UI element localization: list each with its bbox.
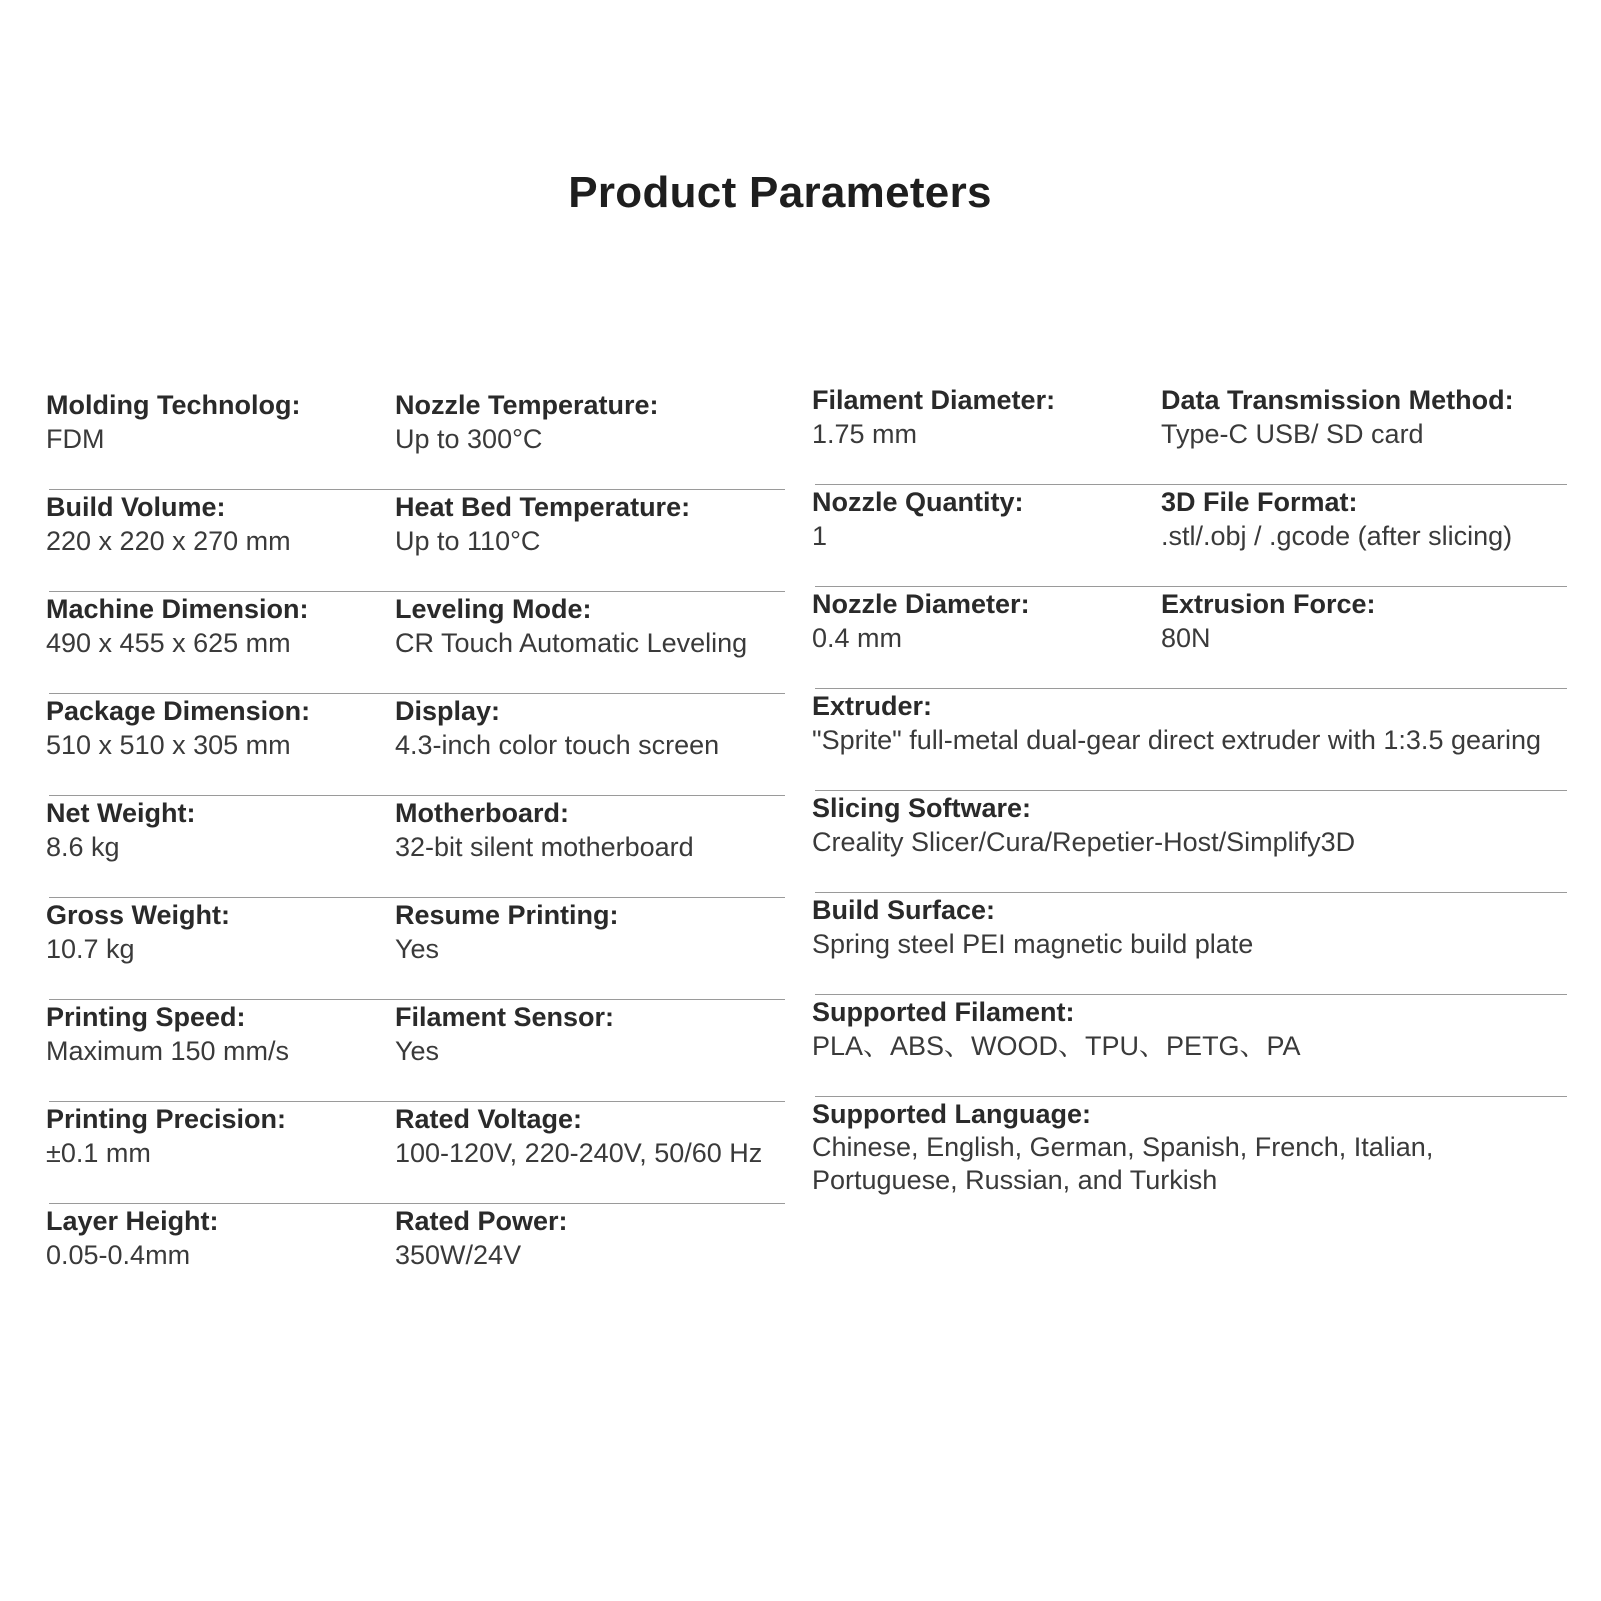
spec-value: .stl/.obj / .gcode (after slicing) [1161,521,1513,551]
spec-label: Build Volume: [46,492,226,522]
spec-label: Machine Dimension: [46,594,309,624]
spec-cell [812,485,1024,553]
spec-value: 350W/24V [395,1240,522,1270]
spec-cell [812,995,1301,1063]
spec-value: Creality Slicer/Cura/Repetier-Host/Simplify3D [812,827,1356,857]
spec-value: 4.3-inch color touch screen [395,730,720,760]
spec-cell [812,383,1055,451]
spec-label: Layer Height: [46,1206,219,1236]
spec-value: Up to 110°C [395,526,541,556]
spec-row [812,791,1567,893]
spec-label: Net Weight: [46,798,196,828]
spec-cell [46,1102,286,1170]
spec-value: 10.7 kg [46,934,135,964]
spec-cell [46,796,196,864]
spec-label: Leveling Mode: [395,594,592,624]
spec-value: 510 x 510 x 305 mm [46,730,291,760]
spec-cell [395,592,785,660]
spec-cell [395,694,785,762]
spec-cell [395,1204,785,1272]
spec-value: PLA、ABS、WOOD、TPU、PETG、PA [812,1031,1301,1061]
spec-label: Slicing Software: [812,793,1032,823]
spec-label: Data Transmission Method: [1161,385,1514,415]
spec-value: 1 [812,521,828,551]
spec-value: 1.75 mm [812,419,918,449]
spec-row [46,592,785,694]
spec-value: 80N [1161,623,1211,653]
spec-row [46,796,785,898]
spec-row [812,383,1567,485]
spec-row [46,490,785,592]
spec-cell [395,1000,785,1068]
spec-value: FDM [46,424,105,454]
spec-row [46,1102,785,1204]
spec-label: Supported Filament: [812,997,1075,1027]
spec-value: 490 x 455 x 625 mm [46,628,291,658]
spec-value: Chinese, English, German, Spanish, French, Italian, Portuguese, Russian, and Turkish [812,1132,1434,1195]
spec-row [812,1097,1567,1199]
spec-row [46,898,785,1000]
spec-value: Type-C USB/ SD card [1161,419,1424,449]
spec-value: 0.05-0.4mm [46,1240,191,1270]
right-spec-table [812,383,1567,1199]
spec-value: 8.6 kg [46,832,120,862]
spec-cell [1161,485,1512,553]
spec-cell [46,694,310,762]
spec-label: Molding Technolog: [46,390,301,420]
spec-cell [46,1204,219,1272]
spec-value: Maximum 150 mm/s [46,1036,290,1066]
page-title: Product Parameters [568,168,992,217]
spec-label: Heat Bed Temperature: [395,492,691,522]
spec-row [812,893,1567,995]
spec-label: Nozzle Temperature: [395,390,659,420]
spec-label: Nozzle Diameter: [812,589,1030,619]
spec-row [812,587,1567,689]
spec-value: 0.4 mm [812,623,903,653]
spec-cell [46,490,291,558]
spec-value: CR Touch Automatic Leveling [395,628,748,658]
spec-label: Printing Speed: [46,1002,246,1032]
spec-cell [1161,587,1376,655]
spec-value: ±0.1 mm [46,1138,151,1168]
spec-label: Rated Voltage: [395,1104,583,1134]
spec-label: Filament Diameter: [812,385,1056,415]
spec-label: Motherboard: [395,798,569,828]
spec-cell [46,1000,289,1068]
spec-row [812,689,1567,791]
spec-cell [395,898,785,966]
spec-label: Extruder: [812,691,933,721]
spec-label: Resume Printing: [395,900,619,930]
spec-cell [1161,383,1514,451]
spec-row [812,995,1567,1097]
spec-cell [46,388,300,456]
spec-label: Package Dimension: [46,696,311,726]
spec-label: Printing Precision: [46,1104,287,1134]
left-spec-table [46,388,785,1306]
spec-value: 32-bit silent motherboard [395,832,694,862]
spec-label: Extrusion Force: [1161,589,1376,619]
spec-label: Build Surface: [812,895,996,925]
spec-value: Up to 300°C [395,424,543,454]
spec-row [46,694,785,796]
spec-cell [395,388,785,456]
spec-cell [812,587,1030,655]
spec-label: Nozzle Quantity: [812,487,1024,517]
spec-value: Yes [395,1036,440,1066]
spec-row [46,1000,785,1102]
spec-label: Display: [395,696,501,726]
spec-cell [812,791,1355,859]
spec-cell [812,1097,1572,1197]
spec-value: 220 x 220 x 270 mm [46,526,291,556]
spec-cell [812,689,1541,757]
spec-value: Yes [395,934,440,964]
spec-cell [46,592,309,660]
spec-value: 100-120V, 220-240V, 50/60 Hz [395,1138,763,1168]
spec-label: Supported Language: [812,1099,1091,1129]
spec-row [46,1204,785,1306]
spec-row [812,485,1567,587]
spec-label: 3D File Format: [1161,487,1358,517]
spec-row [46,388,785,490]
spec-cell [395,1102,785,1170]
spec-label: Filament Sensor: [395,1002,615,1032]
spec-label: Gross Weight: [46,900,231,930]
spec-cell [46,898,230,966]
spec-label: Rated Power: [395,1206,568,1236]
spec-value: Spring steel PEI magnetic build plate [812,929,1254,959]
spec-value: "Sprite" full-metal dual-gear direct extruder with 1:3.5 gearing [812,725,1542,755]
spec-cell [395,490,785,558]
spec-cell [395,796,785,864]
spec-cell [812,893,1253,961]
